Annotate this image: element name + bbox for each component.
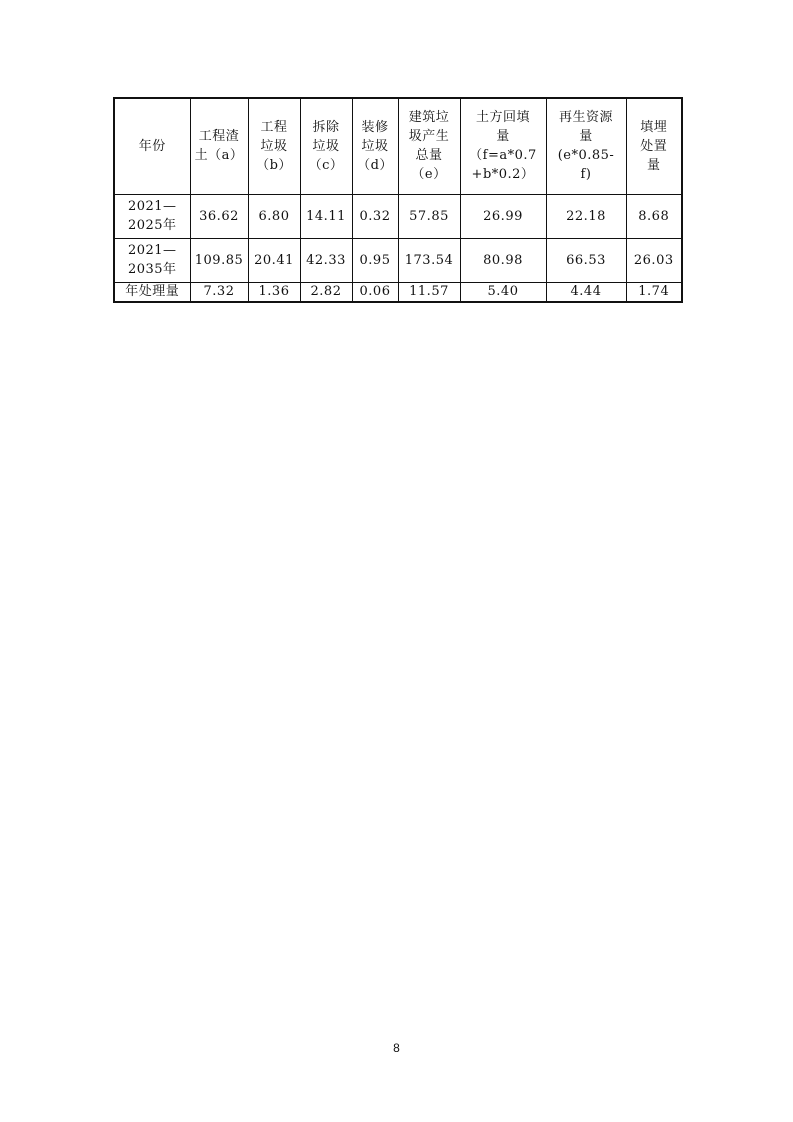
row-label: 年处理量 (114, 282, 190, 302)
table-cell: 0.95 (352, 238, 398, 282)
table-cell: 2.82 (300, 282, 352, 302)
table-cell: 42.33 (300, 238, 352, 282)
table-cell: 20.41 (248, 238, 300, 282)
table-cell: 14.11 (300, 194, 352, 238)
table-row (114, 194, 682, 238)
header-decoration-waste: 装修 垃圾 （d） (352, 98, 398, 194)
header-recycled: 再生资源 量 (e*0.85- f) (546, 98, 626, 194)
table-cell: 5.40 (460, 282, 546, 302)
table-cell: 1.36 (248, 282, 300, 302)
table-cell: 4.44 (546, 282, 626, 302)
header-engineering-waste: 工程 垃圾 （b） (248, 98, 300, 194)
table-row (114, 282, 682, 302)
table-cell: 109.85 (190, 238, 248, 282)
row-label: 2021— 2035年 (114, 238, 190, 282)
construction-waste-table (113, 97, 683, 303)
table-cell: 57.85 (398, 194, 460, 238)
table-row (114, 238, 682, 282)
table-cell: 26.03 (626, 238, 682, 282)
table-cell: 26.99 (460, 194, 546, 238)
table-cell: 0.32 (352, 194, 398, 238)
table-cell: 80.98 (460, 238, 546, 282)
row-label: 2021— 2025年 (114, 194, 190, 238)
header-demolition-waste: 拆除 垃圾 （c） (300, 98, 352, 194)
header-backfill: 土方回填 量 （f=a*0.7 +b*0.2） (460, 98, 546, 194)
header-landfill: 填埋 处置 量 (626, 98, 682, 194)
table-cell: 8.68 (626, 194, 682, 238)
header-year: 年份 (114, 98, 190, 194)
table-cell: 0.06 (352, 282, 398, 302)
table-header-row (114, 98, 682, 194)
table-cell: 66.53 (546, 238, 626, 282)
table-cell: 11.57 (398, 282, 460, 302)
page-number: 8 (393, 1041, 400, 1055)
table-cell: 36.62 (190, 194, 248, 238)
table-cell: 22.18 (546, 194, 626, 238)
header-total-waste: 建筑垃 圾产生 总量 （e） (398, 98, 460, 194)
table-cell: 1.74 (626, 282, 682, 302)
table-cell: 7.32 (190, 282, 248, 302)
table-cell: 6.80 (248, 194, 300, 238)
table-cell: 173.54 (398, 238, 460, 282)
header-engineering-muck: 工程渣 土（a） (190, 98, 248, 194)
